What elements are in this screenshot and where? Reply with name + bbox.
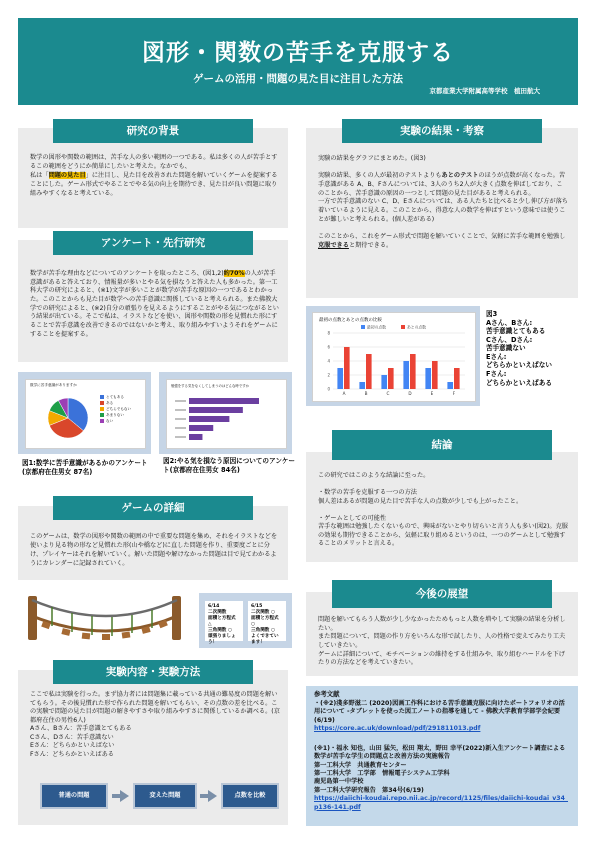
figure2-bars: [167, 380, 286, 448]
method-body: ここで私は実験を行った。まず協力者には問題集に載っている共通の難易度の問題を解いてもらう。その後見慣れた形で作られた問題を解いてもらい、その点数の差を比べる。この実験で問題の見た目が問題の解きやすさや取り組みやすさに関係しているか調べる。(京都府在住の男性6人) Aさん、Bさん：苦手意識とてもある Cさん、Dさん：苦手意識ない Eさん：どちらかといえばない Fさん：どちらかといえばある: [30, 691, 280, 758]
survey-body-post: の人が苦手意識があると答えており、情報量が多いとやる気を損なうと答えた人も多かった。第一工科大学の研究によると、(※1)文字が多いことが数学が苦手な原因の一つであるとわかった。このことからも見た目が数学への苦手意識に関係していると考えられる。また佛教大学での研究によると、(※2)自分の頑張りを見えるようにすることがやる気につながるという結果が出ている。そこで私は、イラストなどを使い、図形や関数の形を見慣れた形にすることで苦手意識を改善できるのではないかと考え、取り組みやすいようそれをゲームにすることを提案する。: [30, 270, 279, 338]
legend-swatch: [100, 395, 104, 399]
x-tick-label: E: [430, 391, 434, 396]
calendar-note-2: 6/15 二次関数 ○ 面積と方程式 ○ 三角関数 ○ よくできています！: [248, 601, 286, 641]
poster-author: 京都産業大学附属高等学校 植田航大: [429, 87, 540, 95]
flow-box-3: 点数を比較: [221, 783, 279, 809]
bar: [359, 382, 365, 389]
survey-highlight: 約70%: [223, 270, 245, 277]
background-highlight: 問題の見た目: [48, 171, 86, 179]
y-tick-label: 2: [327, 372, 330, 378]
figure2-chart: [166, 379, 287, 449]
flow-arrowhead-1: [120, 790, 129, 802]
bar-label-placeholder: [175, 400, 186, 402]
conclusion-body: この研究ではこのような結論に至った。 ・数学の苦手を克服する一つの方法 個人差はあるが問題の見た目で苦手な人の点数が少しでも上がったこと。 ・ゲームとしての可能性 苦手な範囲は勉強したくないもので、興味がないとやり切らいと言う人も多い(図2)。克服の効果も期待できることから、気軽に取り組めるというのは、一つのゲームとして勉強することのメリットと言える。: [318, 472, 568, 548]
bar: [432, 361, 438, 389]
reference-2-text: (※1)・福永 知也，山田 猛矢，松田 翔太，野田 幸平(2022)新入生アンケート調査による数学が苦手な学生の問題点と改善方法の実施報告 第一工科大学 共通教育センター 第一工科大学 工学部 情報電子システム工学科 鹿児島第一中学校 第一工科大学研究報告 第34号(6/19): [314, 745, 566, 794]
calendar-note-1: 6/14 二次関数 面積と方程式 △ 三角関数 ○ 頑張りましょう！: [205, 601, 243, 641]
bar: [337, 368, 343, 389]
outlook-body: 問題を解いてもらう人数が少し少なかったためもっと人数を増やして実験の結果を分析したい。 また問題について、問題の作り方をいろんな形で試したり、人の性格で変えてみたり工夫していきたい。 ゲームに詳細について、モチベーションの維持をする仕組みや、取り組むハードルを下げたりの方法などを考えていきたい。: [318, 616, 566, 667]
bar: [454, 368, 460, 389]
results-p1: 実験の結果をグラフにまとめた。(図3): [318, 155, 426, 162]
legend-item: [100, 418, 131, 424]
survey-heading: アンケート・先行研究: [53, 231, 253, 255]
figure1-mini-title: 数学に苦手意識がありますか: [30, 383, 77, 387]
legend-label: ない: [106, 419, 114, 423]
legend-label: 最初の点数: [367, 324, 386, 330]
y-tick-label: 6: [327, 344, 330, 350]
figure1-chart: [25, 379, 146, 449]
results-p3-bold: 克服できる: [318, 241, 349, 249]
legend-swatch: [100, 419, 104, 423]
references-heading: 参考文献: [314, 690, 340, 698]
bar: [410, 354, 416, 389]
bar: [403, 361, 409, 389]
legend-label: どちらでもない: [106, 407, 132, 411]
bar-label-placeholder: [175, 409, 186, 411]
figure2-mini-title: 勉強をする気をなくしてしまうのはどんな時ですか: [171, 384, 249, 388]
legend-swatch: [401, 325, 405, 329]
bar-label-placeholder: [175, 418, 186, 420]
legend-label: あとの点数: [407, 324, 426, 330]
legend-label: ある: [106, 401, 114, 405]
background-body-post: に注目し、見た目を改善された問題を解いていくゲームを提案することにした。ゲーム形式でやることでやる気の向上を期待でき、見た目が良い問題に取り組みやすくなると考えている。: [30, 171, 278, 197]
x-tick-label: D: [408, 391, 412, 396]
bar: [381, 375, 387, 389]
background-body: 数学の図形や関数の範囲は、苦手な人の多い範囲の一つである。私は多くの人が苦手とするこの範囲をどうにか簡単にしたいと考えた。なかでも、 私は「問題の見た目」に注目し、見た目を改善された問題を解いていくゲームを提案することにした。ゲーム形式でやることでやる気の向上を期待でき、見た目が良い問題に取り組みやすくなると考えている。: [30, 154, 278, 197]
flow-arrowhead-2: [208, 790, 217, 802]
results-p3-pre: このことから、これをゲーム形式で問題を解いていくことで、気軽に苦手な範囲を勉強し: [318, 233, 566, 241]
bar: [189, 416, 229, 422]
poster-title: 図形・関数の苦手を克服する: [142, 40, 454, 66]
results-p2-bold: あとのテスト: [441, 172, 479, 180]
results-body: [318, 155, 568, 250]
reference-1: [314, 700, 570, 733]
results-p3-post: と期待できる。: [348, 241, 393, 249]
reference-2-link[interactable]: https://daiichi-koudai.repo.nii.ac.jp/record/1125/files/daiichi-koudai_v34_p136-141.pdf: [314, 795, 568, 811]
x-tick-label: A: [342, 391, 346, 396]
game-heading: ゲームの詳細: [53, 496, 253, 520]
bar: [189, 398, 259, 404]
x-tick-label: F: [452, 391, 456, 396]
figure3-chart: [312, 312, 476, 402]
x-tick-label: C: [386, 391, 390, 396]
figure1-caption: 図1:数学に苦手意識があるかのアンケート(京都府在住男女 87名): [22, 459, 148, 476]
chart-title: 最初の点数とあとの点数の比較: [319, 318, 382, 323]
bridge-icon: [22, 586, 192, 650]
bar: [425, 368, 431, 389]
outlook-heading: 今後の展望: [332, 580, 552, 608]
bar-label-placeholder: [175, 427, 186, 429]
background-body-pre: 数学の図形や関数の範囲は、苦手な人の多い範囲の一つである。私は多くの人が苦手とするこの範囲をどうにか簡単にしたいと考えた。なかでも、 私は: [30, 154, 278, 179]
flow-box-2: 変えた問題: [133, 783, 197, 809]
legend-swatch: [100, 413, 104, 417]
survey-body-pre: 数学が苦手な理由などについてのアンケートを取ったところ、(図1,2): [30, 270, 224, 277]
bar: [189, 407, 243, 413]
y-tick-label: 0: [327, 386, 330, 392]
figure3-caption: 図3 Aさん、Bさん: 苦手意識とてもある Cさん、Dさん: 苦手意識ない Eさん: どちらかといえばない Fさん: どちらかといえばある: [486, 310, 552, 387]
flow-box-1: 普通の問題: [40, 783, 108, 809]
y-tick-label: 8: [327, 330, 330, 336]
game-body: このゲームは、数学の図形や関数の範囲の中で重要な問題を集め、それをイラストなどを使いより見る物の形など見慣れた形(山や橋など)に直した問題を作り、重要度ごとに分け、プレイヤーはそれを解いていく。解いた問題や解けなかった問題は目で見てわかるようにカレンダーに記録されていく。: [30, 533, 278, 567]
reference-1-link[interactable]: https://core.ac.uk/download/pdf/291811013.pdf: [314, 725, 481, 733]
survey-body: [30, 270, 280, 339]
legend-label: とてもある: [106, 395, 124, 399]
conclusion-heading: 結論: [332, 430, 552, 460]
reference-2: [314, 745, 570, 812]
y-tick-label: 4: [327, 358, 330, 364]
reference-1-text: ・(※2)淺多野滋二 (2020)図画工作科における苦手意識克服に向けたポートフォリオの活用について -タブレットを使った図工ノートの指導を通して - 佛教大学教育学部学会紀要 (6/19): [314, 700, 565, 724]
figure2-caption: 図2:やる気を損なう原因についてのアンケート(京都府在住男女 84名): [163, 457, 295, 474]
bridge-illustration: [22, 586, 192, 650]
legend-swatch: [100, 407, 104, 411]
legend-swatch: [100, 401, 104, 405]
background-heading: 研究の背景: [53, 119, 253, 143]
method-heading: 実験内容・実験方法: [53, 660, 253, 684]
legend-label: あまりない: [106, 413, 124, 417]
bar: [189, 425, 213, 431]
bar: [447, 382, 453, 389]
x-tick-label: B: [364, 391, 368, 396]
results-p2-post: のほうが点数が高くなった。苦手意識がある A、B、Fさんについては、3人のうち2人が大きく点数を伸ばしており、このことから、苦手意識の原因の一つとして問題の見た目があると考えられる。 一方で苦手意識のない C、D、Eさんについては、ある人たちと比べると少し伸び方が落ち着いているように見える。このことから、得意な人の数学を伸ばすという意味では使うことが難しいと考えられる。(個人差がある): [318, 172, 568, 223]
results-p2-pre: 実験の結果、多くの人が最初のテストよりも: [318, 172, 442, 180]
results-heading: 実験の結果・考察: [342, 119, 542, 143]
poster-subtitle: ゲームの活用・問題の見た目に注目した方法: [193, 73, 403, 85]
bar: [344, 347, 350, 389]
figure3-svg: [313, 313, 475, 401]
legend-swatch: [361, 325, 365, 329]
bar: [366, 354, 372, 389]
bar: [388, 368, 394, 389]
bar-label-placeholder: [175, 436, 186, 438]
figure1-legend: [100, 394, 131, 424]
bar: [189, 434, 202, 440]
title-banner: [18, 18, 578, 105]
